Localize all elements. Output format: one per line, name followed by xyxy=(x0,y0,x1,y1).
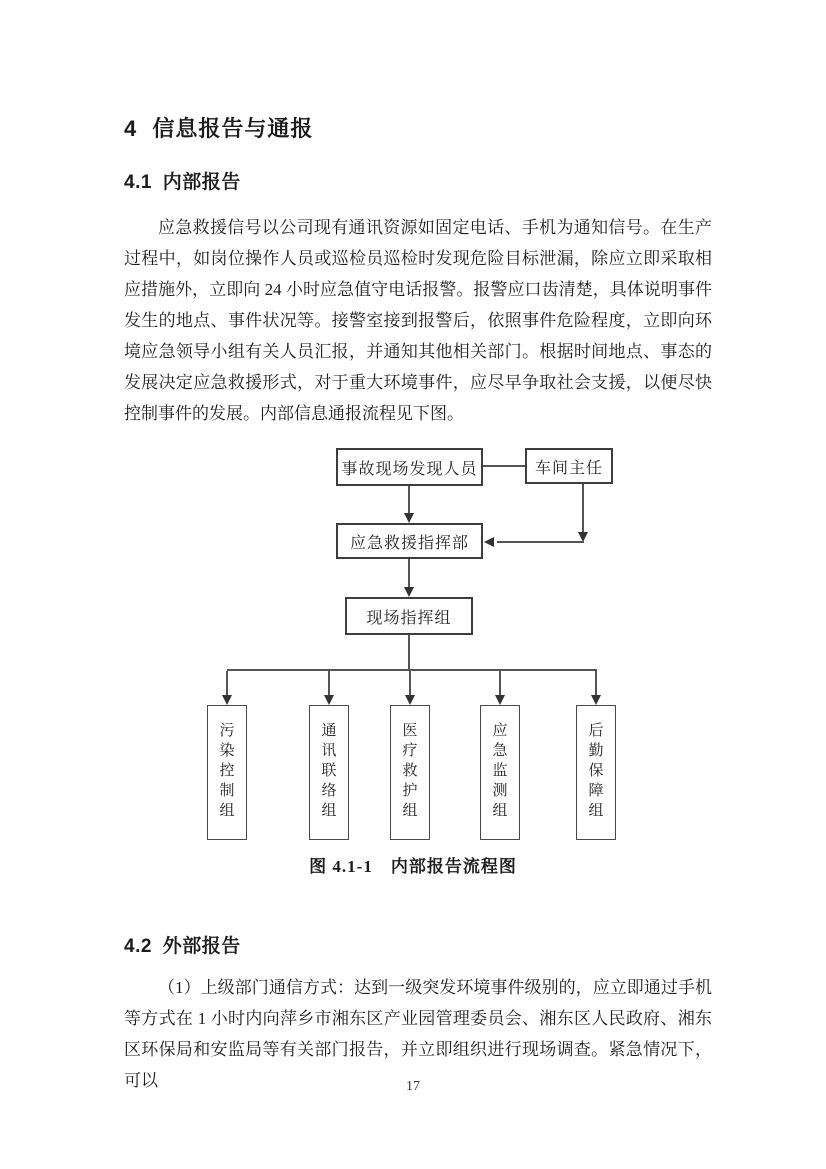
paragraph-external-report: （1）上级部门通信方式：达到一级突发环境事件级别的，应立即通过手机等方式在 1 小时内向萍乡市湘东区产业园管理委员会、湘东区人民政府、湘东区环保局和安监局等有关部门报告，并立即组织进行现场调查。紧急情况下，可以 xyxy=(124,978,712,1090)
branch-drop-5 xyxy=(595,671,597,695)
arrowhead-down-icon xyxy=(404,587,414,597)
connector-onsite-branch xyxy=(408,635,410,671)
paragraph-internal-report: 应急救援信号以公司现有通讯资源如固定电话、手机为通知信号。在生产过程中，如岗位操作人员或巡检员巡检时发现危险目标泄漏，除应立即采取相应措施外，立即向 24 小时应急值守电话报警。报警应口齿清楚，具体说明事件发生的地点、事件状况等。接警室接到报警后，依照事件危险程度，立即向环境应急领导小组有关人员汇报，并通知其他相关部门。根据时间地点、事态的发展决定应急救援形式，对于重大环境事件，应尽早争取社会支援，以便尽快控制事件的发展。内部信息通报流程见下图。 xyxy=(124,218,712,423)
node-logistics-support-group: 后 勤 保 障 组 xyxy=(576,705,616,840)
connector-hq-onsite xyxy=(408,559,410,587)
node-onsite-command: 现场指挥组 xyxy=(345,597,473,635)
node-emergency-monitoring-group: 应 急 监 测 组 xyxy=(480,705,520,840)
branch-line xyxy=(227,669,597,671)
internal-report-flowchart xyxy=(0,448,826,850)
figure-caption: 图 4.1-1 内部报告流程图 xyxy=(309,857,517,876)
connector-discoverer-director xyxy=(483,465,525,467)
arrowhead-down-icon xyxy=(405,695,415,705)
node-pollution-control-group: 污 染 控 制 组 xyxy=(207,705,247,840)
arrowhead-down-icon xyxy=(591,695,601,705)
node-workshop-director: 车间主任 xyxy=(525,448,613,484)
section-heading-4-2: 4.2 外部报告 xyxy=(124,936,241,957)
page-number: 17 xyxy=(406,1079,420,1094)
branch-drop-1 xyxy=(226,671,228,695)
arrowhead-down-icon xyxy=(404,513,414,523)
arrowhead-down-icon xyxy=(495,695,505,705)
connector-director-hq xyxy=(497,541,584,543)
node-communication-liaison-group: 通 讯 联 络 组 xyxy=(309,705,349,840)
arrowhead-down-icon xyxy=(324,695,334,705)
arrowhead-down-icon xyxy=(222,695,232,705)
branch-drop-4 xyxy=(499,671,501,695)
branch-drop-3 xyxy=(409,671,411,695)
branch-drop-2 xyxy=(328,671,330,695)
chapter-heading: 4 信息报告与通报 xyxy=(124,116,314,141)
node-medical-rescue-group: 医 疗 救 护 组 xyxy=(390,705,430,840)
node-rescue-hq: 应急救援指挥部 xyxy=(336,523,483,559)
node-discoverer: 事故现场发现人员 xyxy=(336,448,483,486)
connector-director-down xyxy=(582,484,584,533)
arrowhead-left-icon xyxy=(484,537,494,547)
connector-discoverer-hq xyxy=(408,486,410,514)
section-heading-4-1: 4.1 内部报告 xyxy=(124,172,241,193)
